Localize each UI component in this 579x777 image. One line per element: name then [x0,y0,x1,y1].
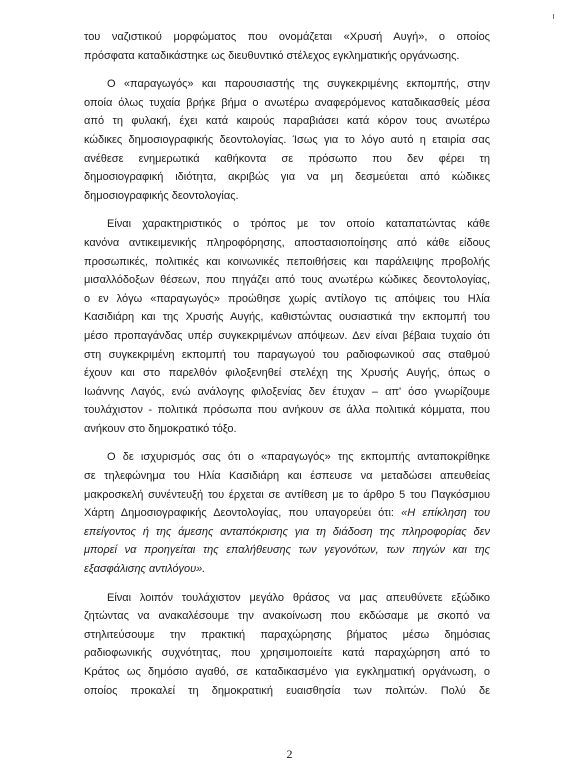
text-line: ανήκουν στο δημοκρατικό τόξο. [84,422,237,435]
text-line: στη συγκεκριμένη εκπομπή του παραγωγού του ραδιοφωνικού σας σταθμού [84,348,490,361]
text-line: Ο δε ισχυρισμός σας ότι ο «παραγωγός» της εκπομπής ανταποκρίθηκε [107,451,490,464]
text-line: δημοσιογραφική ιδιότητα, ακριβώς για να μη δεσμεύεται από κώδικες [84,171,490,184]
text-line: τουλάχιστον - πολιτικά πρόσωπα που ανήκουν σε άλλα πολιτικά κόμματα, που [84,404,490,417]
text-line: ζητώντας να ανακαλέσουμε την ανακοίνωση που εκδώσαμε με σκοπό να [84,610,490,623]
quote-line [84,560,490,579]
quote-text: εξασφάλισης αντιλόγου». [84,563,206,576]
paragraph-3 [84,215,490,438]
text-line: Κασιδιάρη και της Χρυσής Αυγής, καθιστώντας ουσιαστικά την εκπομπή του [84,311,490,324]
text-line: δημοσιογραφικής δεοντολογίας. [84,189,239,202]
quote-segment: «Η επίκληση του [401,507,490,520]
text-line: Κράτος ως δημόσιο αγαθό, σε καταδικασμένο για εγκληματική οργάνωση, ο [84,666,490,678]
text-line: κώδικες δημοσιογραφικής δεοντολογίας. Ίσως για το λόγο αυτό η εταιρία σας [84,133,490,146]
text-line: μακροσκελή συνέντευξή του έρχεται σε αντίθεση με το άρθρο 5 του Παγκόσμιου [84,488,490,501]
text-segment: Χάρτη Δημοσιογραφικής Δεοντολογίας, που υπαγορεύει ότι: [84,507,394,520]
quote-line [84,541,490,560]
text-line: σε τηλεφώνημα του Ηλία Κασιδιάρη και έσπευσε να μεταδώσει απευθείας [84,470,490,483]
paragraph-1 [84,28,490,65]
text-line: οποίος προκαλεί τη δημοκρατική ευαισθησία των πολιτών. Πολύ δε [84,684,490,697]
document-body [84,28,490,700]
text-line: κανόνα αντικειμενικής πληροφόρησης, αποστασιοποίησης από κάθε είδους [84,236,490,249]
text-line-with-quote [84,504,490,523]
text-line: Είναι λοιπόν τουλάχιστον μεγάλο θράσος να μας απευθύνετε εξώδικο [107,591,490,604]
quote-line [84,523,490,542]
paragraph-5 [84,589,490,701]
text-line: μισαλλόδοξων θέσεων, που πηγάζει από τους ανωτέρω κώδικες δεοντολογίας, [84,274,490,287]
margin-mark [553,14,554,19]
text-line: ανέθεσε ενημερωτικά καθήκοντα σε πρόσωπο που δεν φέρει τη [84,152,490,165]
text-line: του ναζιστικού μορφώματος που ονομάζεται «Χρυσή Αυγή», ο οποίος [84,31,490,43]
quote-text: μπορεί να προηγείται της επαλήθευσης των γεγονότων, των πηγών και της [84,544,490,557]
quote-text: επείγοντος ή της άμεσης ανταπόκρισης για τη διάδοση της πληροφορίας δεν [84,525,490,538]
text-line: πρόσφατα καταδικάστηκε ως διευθυντικό στέλεχος εγκληματικής οργάνωσης. [84,49,460,62]
paragraph-4 [84,448,490,578]
text-line: ο εν λόγω «παραγωγός» προώθησε χωρίς αντίλογο τις απόψεις του Ηλία [84,292,490,305]
text-line: μέσο προπαγάνδας υπέρ συγκεκριμένων απόψεων. Δεν είναι βέβαια τυχαίο ότι [84,329,490,342]
text-line: στηλιτεύσουμε την πρακτική παραχώρησης βήματος μέσω δημόσιας [84,628,490,641]
page-number: 2 [286,747,293,761]
text-line: από τη φυλακή, έχει κατά καιρούς παραβιάσει κατά κόρον τους ανωτέρω [84,115,490,128]
text-line: ραδιοφωνικής συχνότητας, που χρησιμοποιείτε κατά παραχώρηση από το [84,647,490,660]
text-line: Είναι χαρακτηριστικός ο τρόπος με τον οποίο καταπατώντας κάθε [107,218,490,231]
text-line: έχουν και στο παρελθόν φιλοξενηθεί στελέχη της Χρυσής Αυγής, όπως ο [84,367,490,380]
text-line: Ο «παραγωγός» και παρουσιαστής της συγκεκριμένης εκπομπής, στην [107,78,490,91]
text-line: οποία όλως τυχαία βρήκε βήμα ο ανωτέρω αναφερόμενος καταδικασθείς μέσα [84,96,490,109]
paragraph-2 [84,75,490,205]
text-line: προσωπικές, πολιτικές και κοινωνικές πεποιθήσεις και παράλειψης προβολής [84,255,490,268]
text-line: Ιωάννης Λαγός, ενώ ανάλογης φιλοξενίας δεν έτυχαν – απ' όσο γνωρίζουμε [84,385,490,398]
